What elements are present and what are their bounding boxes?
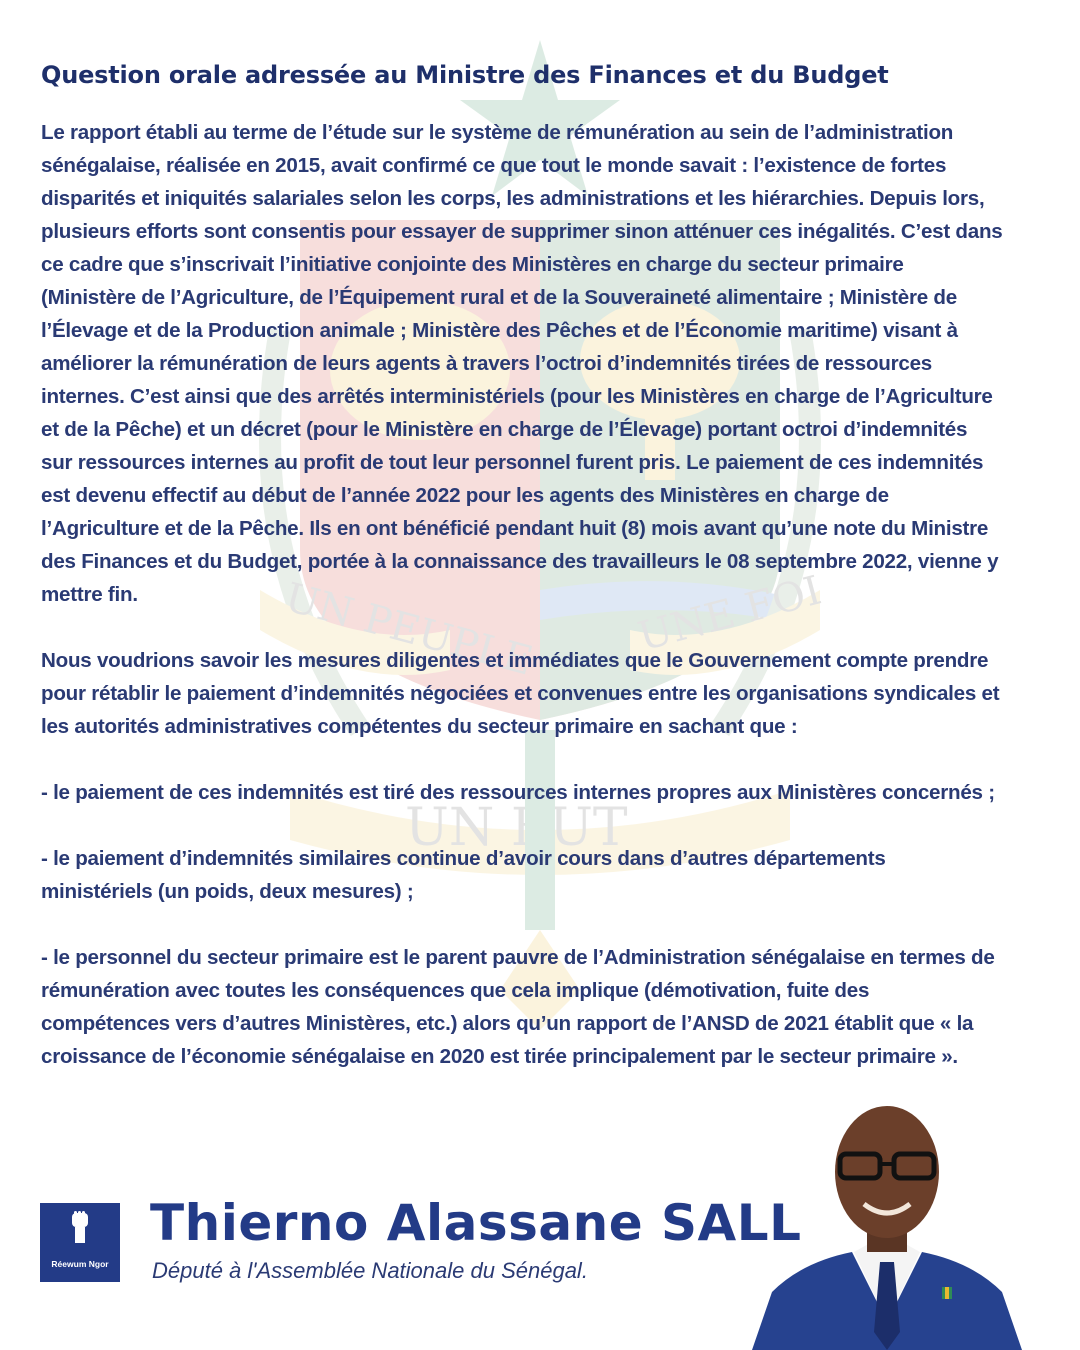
context-line: des Finances et du Budget, portée à la connaissance des travailleurs le 08 septembre 2022, vienne y	[41, 550, 999, 573]
context-line: sur ressources internes au profit de tout leur personnel furent pris. Le paiement de ces indemnités	[41, 451, 984, 474]
author-name: Thierno Alassane SALL	[150, 1194, 802, 1252]
bullet-2-line: - le paiement d’indemnités similaires continue d’avoir cours dans d’autres départements	[41, 847, 886, 870]
context-line: ce cadre que s’inscrivait l’initiative conjointe des Ministères en charge du secteur primaire	[41, 253, 904, 276]
bullet-1-line: - le paiement de ces indemnités est tiré des ressources internes propres aux Ministères concernés ;	[41, 781, 995, 804]
bullet-3-line: - le personnel du secteur primaire est le parent pauvre de l’Administration sénégalaise en termes de	[41, 946, 995, 969]
page-title: Question orale adressée au Ministre des Finances et du Budget	[41, 61, 889, 89]
party-logo	[40, 1203, 120, 1282]
bullet-primary-sector	[41, 941, 1041, 1073]
context-line: améliorer la rémunération de leurs agents à travers l’octroi d’indemnités tirées de ressources	[41, 352, 932, 375]
bullet-3-line: rémunération avec toutes les conséquences que cela implique (démotivation, fuite des	[41, 979, 870, 1002]
context-line: est devenu effectif au début de l’année 2022 pour les agents des Ministères en charge de	[41, 484, 889, 507]
paragraph-context	[41, 116, 1041, 611]
author-role: Député à l'Assemblée Nationale du Sénégal.	[152, 1258, 588, 1283]
logo-brand-text: Réewum Ngor	[51, 1259, 109, 1269]
context-line: et de la Pêche) et un décret (pour le Ministère en charge de l’Élevage) portant octroi d’indemnités	[41, 418, 968, 441]
question-line: les autorités administratives compétentes du secteur primaire en sachant que :	[41, 715, 798, 738]
paragraph-question	[41, 644, 1041, 743]
watermark-motto-bottom: UN BUT	[405, 798, 628, 858]
bullet-3-line: croissance de l’économie sénégalaise en 2020 est tirée principalement par le secteur primaire ».	[41, 1045, 958, 1068]
question-line: pour rétablir le paiement d’indemnités négociées et convenues entre les organisations syndicales et	[41, 682, 1000, 705]
context-line: disparités et iniquités salariales selon les corps, les administrations et les hiérarchies. Depuis lors,	[41, 187, 985, 210]
context-line: internes. C’est ainsi que des arrêtés interministériels (pour les Ministères en charge de l’Agriculture	[41, 385, 993, 408]
portrait-image	[742, 1092, 1032, 1350]
question-line: Nous voudrions savoir les mesures diligentes et immédiates que le Gouvernement compte prendre	[41, 649, 989, 672]
bullet-internal-resources	[41, 776, 1041, 809]
document-content	[41, 58, 1041, 1073]
context-line: mettre fin.	[41, 583, 138, 606]
context-line: Le rapport établi au terme de l’étude sur le système de rémunération au sein de l’administration	[41, 121, 954, 144]
raised-fist-icon	[68, 1211, 92, 1245]
bullet-2-line: ministériels (un poids, deux mesures) ;	[41, 880, 414, 903]
context-line: l’Agriculture et de la Pêche. Ils en ont bénéficié pendant huit (8) mois avant qu’une note du Ministre	[41, 517, 989, 540]
watermark-motto-right: UNE FOI	[633, 567, 826, 661]
bullet-3-line: compétences vers d’autres Ministères, etc.) alors qu’un rapport de l’ANSD de 2021 établit que « la	[41, 1012, 974, 1035]
bullet-similar-allowances	[41, 842, 1041, 908]
watermark-motto-left: UN PEUPLE	[280, 574, 538, 685]
context-line: (Ministère de l’Agriculture, de l’Équipement rural et de la Souveraineté alimentaire ; Ministère de	[41, 286, 957, 309]
context-line: plusieurs efforts sont consentis pour essayer de supprimer sinon atténuer ces inégalités. C’est dans	[41, 220, 1003, 243]
context-line: sénégalaise, réalisée en 2015, avait confirmé ce que tout le monde savait : l’existence de fortes	[41, 154, 947, 177]
context-line: l’Élevage et de la Production animale ; Ministère des Pêches et de l’Économie maritime) visant à	[41, 319, 958, 342]
